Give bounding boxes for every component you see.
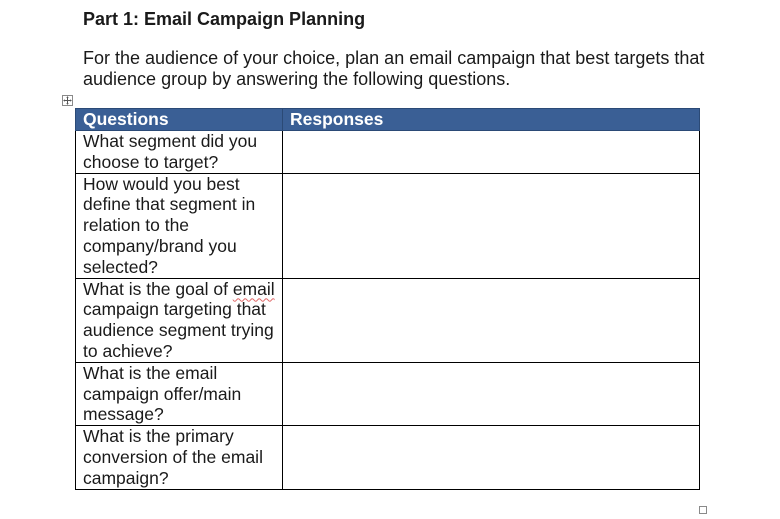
question-cell: What is the primary conversion of the email campaign? (76, 426, 283, 489)
header-responses: Responses (283, 109, 700, 131)
response-cell[interactable] (283, 426, 700, 489)
intro-paragraph: For the audience of your choice, plan an email campaign that best targets that audience group by answering the following questions. (83, 48, 705, 89)
page-title: Part 1: Email Campaign Planning (83, 9, 366, 29)
table-row (76, 173, 700, 278)
table-header-row (76, 109, 700, 131)
question-cell (76, 278, 283, 362)
question-cell: How would you best define that segment in relation to the company/brand you selected? (76, 173, 283, 278)
question-text-pre: What is the goal of (83, 278, 233, 299)
questions-table (75, 108, 700, 490)
question-text-post: campaign targeting that audience segment trying to achieve? (83, 299, 274, 361)
question-cell: What is the email campaign offer/main message? (76, 362, 283, 425)
response-cell[interactable] (283, 131, 700, 174)
response-cell[interactable] (283, 362, 700, 425)
four-way-arrow-icon (63, 96, 72, 105)
question-cell: What segment did you choose to target? (76, 131, 283, 174)
response-cell[interactable] (283, 278, 700, 362)
spellcheck-flagged-word[interactable]: email (232, 278, 275, 299)
table-row (76, 131, 700, 174)
response-cell[interactable] (283, 173, 700, 278)
table-row (76, 426, 700, 489)
table-row (76, 362, 700, 425)
table-resize-handle-icon[interactable] (699, 506, 707, 514)
header-questions: Questions (76, 109, 283, 131)
table-row (76, 278, 700, 362)
table-move-handle-icon[interactable] (62, 95, 73, 106)
